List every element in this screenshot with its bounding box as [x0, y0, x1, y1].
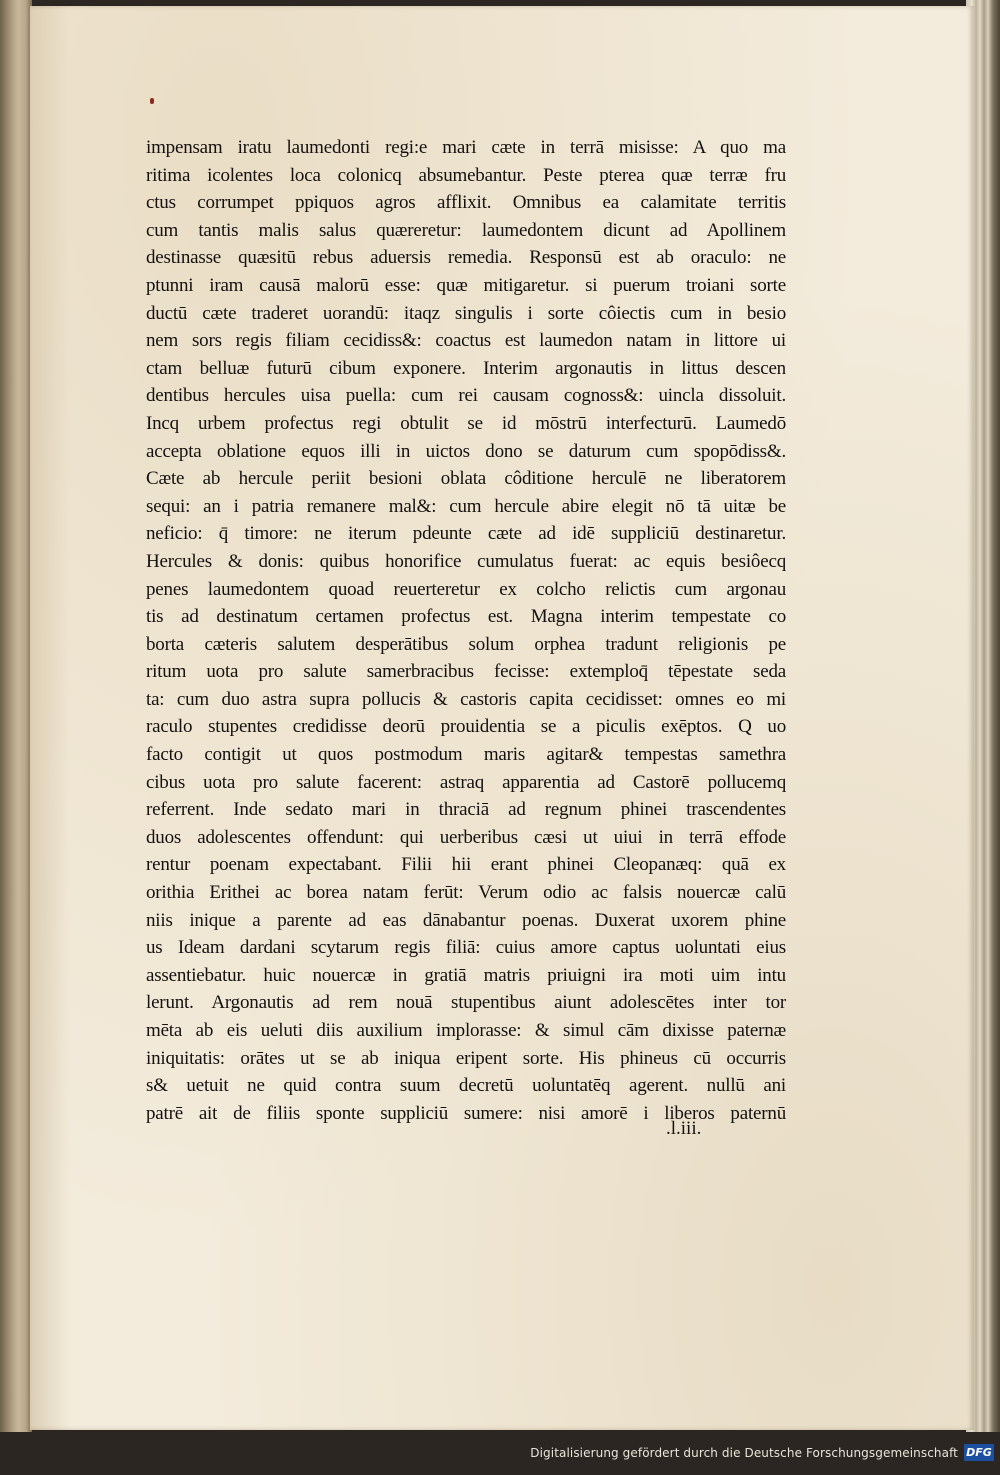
text-line: ctam belluæ futurū cibum exponere. Interim argonautis in littus descen — [146, 357, 786, 379]
text-line: orithia Erithei ac borea natam ferūt: Verum odio ac falsis nouercæ calū — [146, 882, 786, 904]
text-line: cibus uota pro salute facerent: astraq apparentia ad Castorē pollucemq — [146, 771, 786, 793]
text-line: niis inique a parente ad eas dānabantur poenas. Duxerat uxorem phine — [146, 909, 786, 931]
text-line: raculo stupentes credidisse deorū prouidentia se a piculis exēptos. Q uo — [146, 716, 786, 738]
text-line: penes laumedontem quoad reuerteretur ex colcho relictis cum argonau — [146, 578, 786, 600]
binding-edge — [0, 0, 32, 1432]
text-line: s& uetuit ne quid contra suum decretū uoluntatēq agerent. nullū ani — [146, 1075, 786, 1097]
text-line: dentibus hercules uisa puella: cum rei causam cognoss&: uincla dissoluit. — [146, 385, 786, 407]
text-line: lerunt. Argonautis ad rem nouā stupentibus aiunt adolescētes inter tor — [146, 992, 786, 1014]
text-line: tis ad destinatum certamen profectus est. Magna interim tempestate co — [146, 606, 786, 628]
signature-mark: .l.iii. — [666, 1118, 702, 1139]
text-line: sequi: an i patria remanere mal&: cum hercule abire elegit nō tā uitæ be — [146, 495, 786, 517]
text-line: assentiebatur. huic nouercæ in gratiā matris priuigni ira moti uim intu — [146, 964, 786, 986]
book-page — [30, 6, 974, 1430]
text-line: facto contigit ut quos postmodum maris agitar& tempestas samethra — [146, 744, 786, 766]
text-line: neficio: q̄ timore: ne iterum pdeunte cæte ad idē suppliciū destinaretur. — [146, 523, 786, 545]
text-line: iniquitatis: orātes ut se ab iniqua eripent sorte. His phineus cū occurris — [146, 1047, 786, 1069]
text-line: us Ideam dardani scytarum regis filiā: cuius amore captus uoluntati eius — [146, 937, 786, 959]
text-line: referrent. Inde sedato mari in thraciā ad regnum phinei trascendentes — [146, 799, 786, 821]
text-line: mēta ab eis ueluti diis auxilium implorasse: & simul cām dixisse paternæ — [146, 1020, 786, 1041]
text-line: accepta oblatione equos illi in uictos dono se daturum cum spopōdiss&. — [146, 440, 786, 462]
text-line: rentur poenam expectabant. Filii hii erant phinei Cleopanæq: quā ex — [146, 854, 786, 876]
ink-speck — [150, 98, 154, 104]
text-line: duos adolescentes offendunt: qui uerberibus cæsi ut uiui in terrā effode — [146, 826, 786, 848]
text-line: Hercules & donis: quibus honorifice cumulatus fuerat: ac equis besiôecq — [146, 550, 786, 572]
text-line: ta: cum duo astra supra pollucis & castoris capita cecidisset: omnes eo mi — [146, 688, 786, 710]
text-line: ctus corrumpet ppiquos agros afflixit. Omnibus ea calamitate territis — [146, 192, 786, 214]
text-line: cum tantis malis salus quæreretur: laumedontem dicunt ad Apollinem — [146, 219, 786, 241]
footer-credit: Digitalisierung gefördert durch die Deutsche Forschungsgemeinschaft — [530, 1446, 958, 1460]
dfg-logo: DFG — [964, 1444, 994, 1461]
text-line: patrē ait de filiis sponte suppliciū sumere: nisi amorē i liberos paternū — [146, 1102, 786, 1124]
text-line: ritima icolentes loca colonicq absumebantur. Peste pterea quæ terræ fru — [146, 164, 786, 186]
text-line: impensam iratu laumedonti regi:e mari cæte in terrā misisse: A quo ma — [146, 137, 786, 158]
text-line: borta cæteris salutem desperātibus solum orphea tradunt religionis pe — [146, 633, 786, 655]
text-line: ductū cæte traderet uorandū: itaqz singulis i sorte côiectis cum in besio — [146, 302, 786, 324]
text-line: nem sors regis filiam cecidiss&: coactus est laumedon natam in littore ui — [146, 330, 786, 352]
facing-page-fragment — [14, 150, 24, 330]
text-line: ptunni iram causā malorū esse: quæ mitigaretur. si puerum troiani sorte — [146, 274, 786, 296]
text-line: destinasse quæsitū rebus aduersis remedia. Responsū est ab oraculo: ne — [146, 247, 786, 269]
text-line: Incq urbem profectus regi obtulit se id mōstrū interfecturū. Laumedō — [146, 412, 786, 434]
page-text-block — [146, 134, 786, 1127]
text-line: ritum uota pro salute samerbracibus fecisse: extemploq̄ tēpestate seda — [146, 661, 786, 683]
text-line: Cæte ab hercule periit besioni oblata côditione herculē ne liberatorem — [146, 468, 786, 490]
